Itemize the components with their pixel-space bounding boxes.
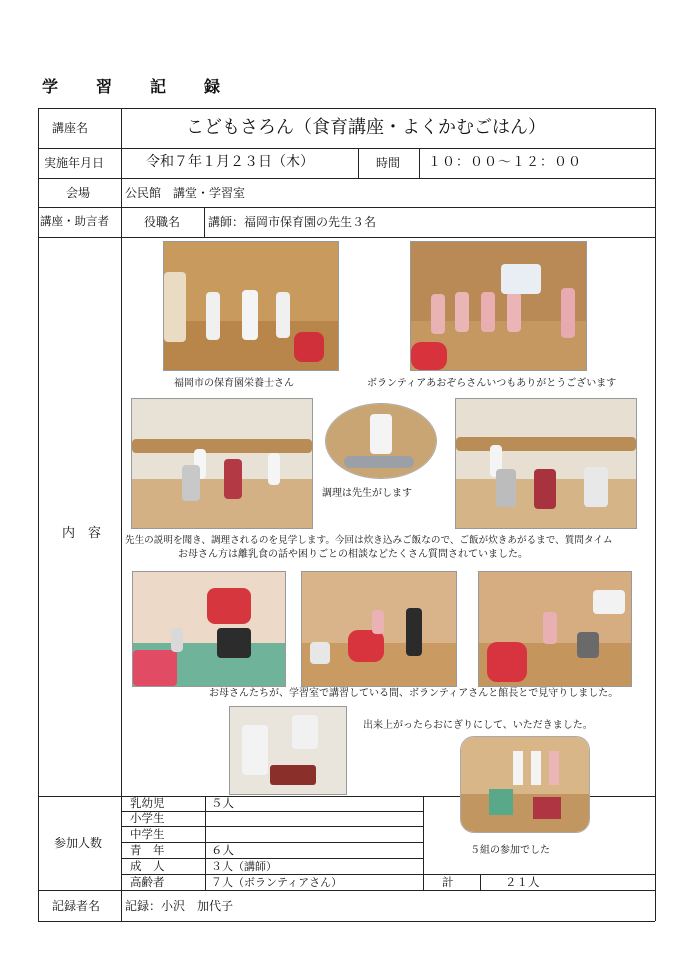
count-youth: ６人 (211, 843, 234, 857)
title-char: 習 (96, 77, 113, 96)
count-senior: ７人（ボランティアさん） (211, 876, 343, 889)
title-char: 録 (204, 77, 221, 96)
photo-playroom-2 (301, 571, 457, 687)
venue-value: 公民館 講堂・学習室 (125, 186, 246, 200)
caption-childcare: お母さんたちが、学習室で講習している間、ボランティアさんと館長とで見守りしました。 (209, 688, 619, 699)
photo-playroom-1 (132, 571, 286, 687)
course-name: こどもさろん（食育講座・よくかむごはん） (186, 117, 546, 138)
title-char: 記 (150, 77, 167, 96)
count-infant: ５人 (211, 796, 234, 810)
recorder-label: 記録者名 (52, 899, 101, 913)
photo-volunteers (410, 241, 587, 371)
caption-explanation-1: 先生の説明を聞き、調理されるのを見学します。今回は炊き込みご飯なので、ご飯が炊きあがるまで、質問タイム (125, 535, 613, 546)
category-senior: 高齢者 (130, 875, 165, 889)
caption-volunteers: ボランティアあおぞらさんいつもありがとうございます (367, 378, 617, 389)
photo-kitchen-left (131, 398, 313, 529)
caption-cooking: 調理は先生がします (322, 488, 412, 499)
category-youth: 青 年 (130, 843, 165, 857)
photo-cooking-teacher (325, 403, 437, 479)
advisor-label: 講座・助言者 (40, 214, 109, 228)
photo-kitchen-right (455, 398, 637, 529)
caption-eating: 出来上がったらおにぎりにして、いただきました。 (363, 720, 593, 731)
date-value: 令和７年１月２３日（木） (146, 154, 314, 170)
time-label: 時間 (376, 156, 401, 170)
photo-nutritionists (163, 241, 339, 371)
date-label: 実施年月日 (44, 156, 105, 170)
count-adult: ３人（講師） (211, 860, 277, 873)
photo-group (460, 736, 590, 833)
total-value: ２１人 (505, 875, 540, 889)
document-title (42, 74, 220, 97)
caption-explanation-2: お母さん方は離乳食の話や困りごとの相談などたくさん質問されていました。 (178, 549, 528, 560)
category-junior-high: 中学生 (130, 827, 165, 841)
photo-onigiri (229, 706, 347, 795)
category-elementary: 小学生 (130, 811, 165, 825)
caption-nutritionists: 福岡市の保育園栄養士さん (174, 378, 294, 389)
caption-group: ５組の参加でした (470, 845, 550, 856)
role-value: 講師：福岡市保育園の先生３名 (208, 215, 377, 229)
participants-label: 参加人数 (54, 836, 103, 850)
title-char: 学 (42, 77, 59, 96)
course-label: 講座名 (52, 121, 89, 135)
recorder-value: 記録：小沢 加代子 (125, 899, 234, 913)
role-label: 役職名 (144, 215, 181, 229)
venue-label: 会場 (66, 186, 91, 200)
category-infant: 乳幼児 (130, 796, 165, 810)
category-adult: 成 人 (130, 859, 165, 873)
total-label: 計 (442, 875, 454, 889)
content-label: 内 容 (62, 526, 102, 541)
time-value: １０：００～１２：００ (428, 155, 583, 170)
photo-playroom-3 (478, 571, 632, 687)
